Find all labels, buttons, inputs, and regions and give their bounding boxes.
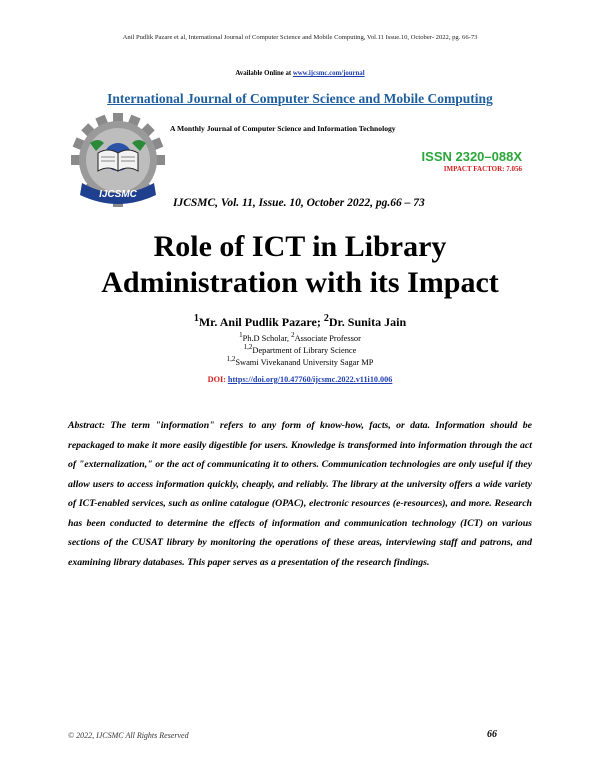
paper-title-line-2: Administration with its Impact [101,266,499,299]
doi-link[interactable]: https://doi.org/10.47760/ijcsmc.2022.v11i10.006 [227,375,393,384]
impact-factor: IMPACT FACTOR: 7.056 [443,165,522,173]
affiliation-sup: 2 [291,331,295,339]
doi-label: DOI: [207,375,228,384]
affiliation-text: Swami Vivekanand University Sagar MP [235,357,374,367]
doi-line [0,375,600,384]
journal-logo [68,113,168,213]
citation-line: IJCSMC, Vol. 11, Issue. 10, October 2022, pg.66 – 73 [173,197,425,209]
footer-copyright: © 2022, IJCSMC All Rights Reserved [68,731,189,740]
issn: ISSN 2320–088X [421,149,522,164]
affiliation-text: Associate Professor [294,333,361,343]
abstract: Abstract: The term "information" refers to any form of know-how, facts, or data. Information should be repackaged to make it more easily digestible for users. Knowledge is transformed into information through the act of "externalization," or the act of communicating it to others. Communication technologies are only useful if they allow users to access information quickly, cheaply, and reliably. The library at the university offers a wide variety of ICT-enabled services, such as online catalogue (OPAC), electronic resources (e-resources), and more. Research has been conducted to determine the effects of information and communication technology (ICT) on various sections of the CUSAT library by monitoring the operations of these areas, interviewing staff and patrons, and examining library databases. This paper serves as a presentation of the research findings. [68,420,532,568]
affiliation-university [0,355,600,367]
page-number: 66 [487,729,497,740]
author-1-superscript: 1 [193,313,199,324]
author-2: Dr. Sunita Jain [328,315,407,329]
paper-title [0,229,600,301]
available-online-label: Available Online at [235,70,293,77]
affiliation-text: Ph.D Scholar, [242,333,292,343]
logo-text: IJCSMC [99,189,137,200]
authors [0,313,600,330]
author-2-superscript: 2 [323,313,329,324]
affiliation-sup: 1,2 [243,343,253,351]
journal-name: International Journal of Computer Science and Mobile Computing [107,91,493,106]
available-online [0,70,600,77]
affiliation-sup: 1,2 [226,355,236,363]
journal-url-link[interactable]: www.ijcsmc.com/journal [292,70,365,77]
affiliation-department [0,343,600,355]
affiliation-roles [0,331,600,343]
paper-title-line-1: Role of ICT in Library [153,230,447,263]
book-icon [90,140,146,171]
affiliation-sup: 1 [239,331,243,339]
journal-subtitle: A Monthly Journal of Computer Science and Information Technology [170,124,396,133]
affiliation-text: Department of Library Science [252,345,357,355]
author-1: Mr. Anil Pudlik Pazare; [198,315,324,329]
running-header: Anil Pudlik Pazare et al, International Journal of Computer Science and Mobile Computing, Vol.11 Issue.10, October- 2022, pg. 66-73 [122,34,478,41]
